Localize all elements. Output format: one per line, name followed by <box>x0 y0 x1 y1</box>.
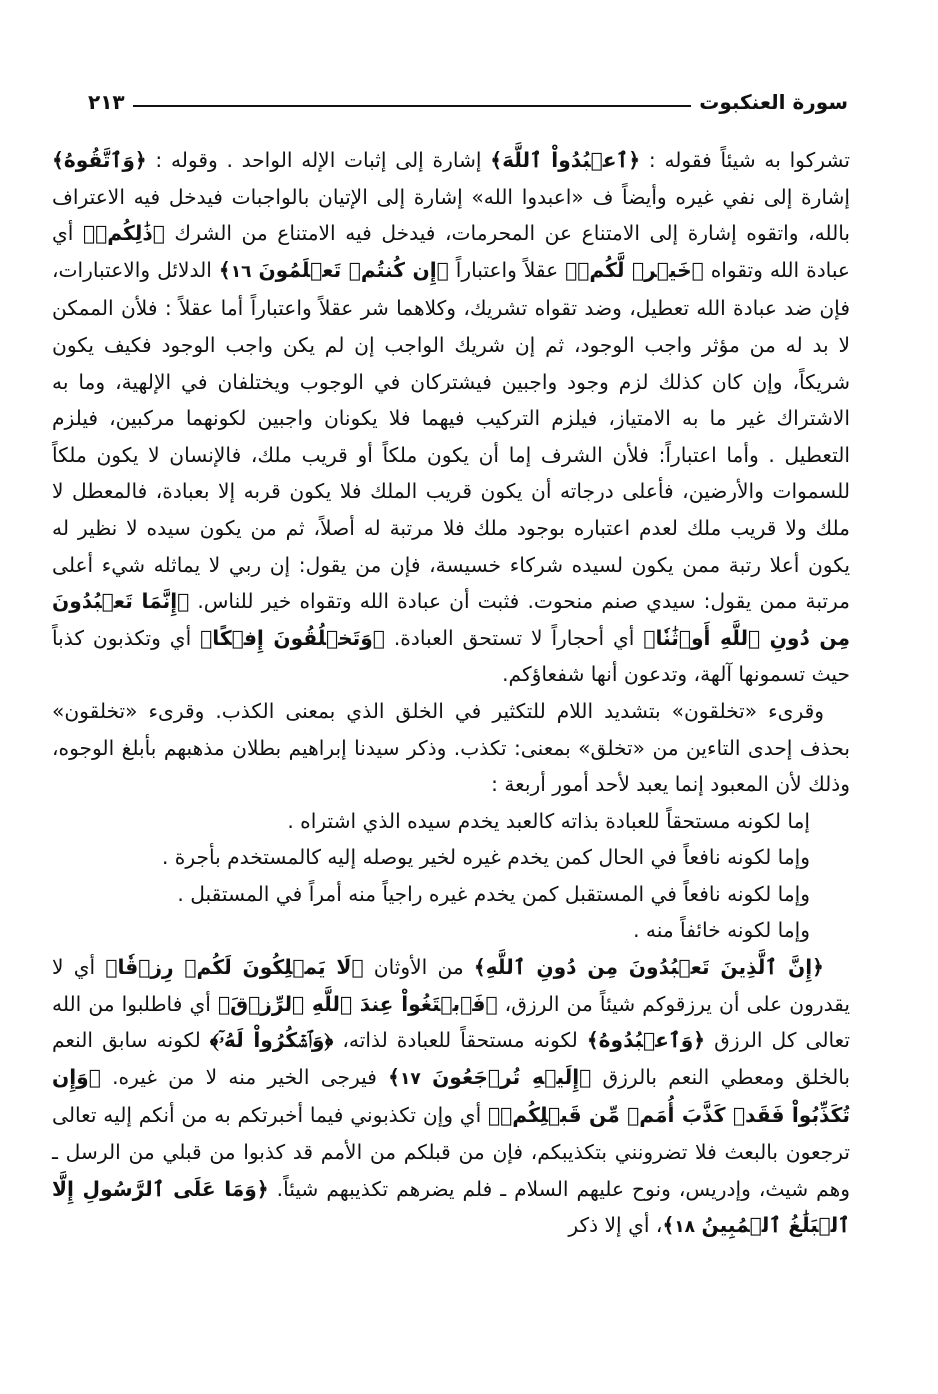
list-item: وإما لكونه نافعاً في الحال كمن يخدم غيره لخير يوصله إليه كالمستخدم بأجرة . <box>161 845 810 870</box>
page-body <box>52 142 850 1246</box>
text-run: لكونه سابق النعم بالخلق ومعطي النعم بالرزق <box>52 1028 851 1089</box>
text-run: أي فاطلبوا من الله تعالى كل الرزق <box>52 991 850 1053</box>
text-run: ، أي إلا ذكر <box>568 1213 663 1238</box>
text-run: من الأوثان <box>363 955 474 980</box>
quran-quote: ﴿إِن كُنتُمۡ تَعۡلَمُونَ <box>258 257 449 282</box>
quran-quote-end: ﴾ <box>388 1064 401 1089</box>
text-run: لكونه مستحقاً للعبادة لذاته، <box>333 1028 587 1053</box>
text-run: أي لا يقدرون على أن يرزقوكم شيئاً من الرزق، <box>52 955 850 1016</box>
quran-quote: ﴿إِلَيۡهِ تُرۡجَعُونَ <box>432 1064 592 1089</box>
text-run: أي وإن تكذبوني فيما أخبرتكم به من أنكم إليه تعالى ترجعون بالبعث فلا تضرونني بتكذيبكم، فإن من قبلكم من الأمم قد كذبوا من قبلي من الرسل ـ وهم شيث، وإدريس، ونوح عليهم السلام ـ فلم يضرهم تكذيبهم شيئاً. <box>52 1103 850 1201</box>
verse-number: ١٨ <box>674 1217 696 1238</box>
quran-quote: ﴿وَٱشۡكُرُواْ لَهُۥٓ﴾ <box>209 1028 334 1053</box>
quran-quote: ﴿إِنَّ ٱلَّذِينَ تَعۡبُدُونَ مِن دُونِ ٱللَّهِ﴾ <box>473 955 825 980</box>
quran-quote-end: ﴾ <box>218 257 231 282</box>
paragraph-2: وقرىء «تخلقون» بتشديد اللام للتكثير في الخلق الذي بمعنى الكذب. وقرىء «تخلقون» بحذف إحدى التاءين من «تخلق» بمعنى: تكذب. وذكر سيدنا إبراهيم بطلان مذهبهم بأبلغ الوجوه، وذلك لأن المعبود إنما يعبد لأحد أمور أربعة : <box>52 698 850 797</box>
text-run: إشارة إلى نفي غيره وأيضاً ف «اعبدوا الله» إشارة إلى الإتيان بالواجبات فيدخل فيه الاعتراف بالله، واتقوه إشارة إلى الامتناع عن المحرمات، فيدخل فيه الامتناع من الشرك <box>52 184 851 246</box>
quran-quote: ﴿وَمَا عَلَى ٱلرَّسُولِ إِلَّا ٱلۡبَلَٰغُ ٱلۡمُبِينُ <box>52 1176 850 1238</box>
quran-quote: ﴿وَٱعۡبُدُوهُ﴾ <box>586 1028 706 1053</box>
text-run: إشارة إلى إثبات الإله الواحد . وقوله : <box>146 148 491 172</box>
quran-quote: ﴿ذَٰلِكُمۡ﴾ <box>83 221 165 246</box>
page-header <box>88 88 848 114</box>
quran-quote: ﴿فَٱبۡتَغُواْ عِندَ ٱللَّهِ ٱلرِّزۡقَ﴾ <box>218 991 498 1016</box>
verse-number: ١٦ <box>230 261 252 282</box>
quran-quote: ﴿ٱعۡبُدُواْ ٱللَّهَ﴾ <box>490 148 641 172</box>
quran-quote: ﴿وَتَخۡلُقُونَ إِفۡكًا﴾ <box>200 625 385 650</box>
paragraph-1 <box>52 142 850 693</box>
page-number: ٢١٣ <box>88 90 125 114</box>
paragraph-3 <box>52 949 850 1246</box>
quran-quote: ﴿لَا يَمۡلِكُونَ لَكُمۡ رِزۡقٗا﴾ <box>105 955 364 980</box>
text-run: أي أحجاراً لا تستحق العبادة. <box>384 625 644 650</box>
quran-quote: ﴿خَيۡرٞ لَّكُمۡ﴾ <box>565 257 704 282</box>
text-run: عقلاً واعتباراً <box>448 257 566 282</box>
text-run: الدلائل والاعتبارات، فإن ضد عبادة الله تعطيل، وضد تقواه تشريك، وكلاهما شر عقلاً واعتباراً أما عقلاً : فلأن الممكن لا بد له من مؤثر واجب الوجود، ثم إن شريك الواجب إن لم يكن واجب الوجود فكيف يكون شريكاً، وإن كان كذلك لزم وجود واجبين فيشتركان في الوجوب ويختلفان في الإلهية، وما به الاشتراك غير ما به الامتياز، فيلزم التركيب فيهما فلا يكونان واجبين لكونهما مركبين، فيلزم التعطيل . وأما اعتباراً: فلأن الشرف إما أن يكون ملكاً أو قريب ملك، فالإنسان لا يكون ملكاً للسموات والأرضين، فأعلى درجاته أن يكون قريب الملك فلا يكون قربه إلا بعبادة، فالمعطل لا ملك ولا قريب ملك لعدم اعتباره بوجود ملك فلا مرتبة له أصلاً، ثم من يكون سيده لا نظير له يكون أعلا رتبة ممن يكون لسيده شركاء خسيسة، فإن من يقول: إن ربي لا يماثله شيء أعلى مرتبة ممن يقول: سيدي صنم منحوت. فثبت أن عبادة الله وتقواه خير للناس. <box>52 257 850 614</box>
quran-quote: ﴿وَإِن تُكَذِّبُواْ فَقَدۡ كَذَّبَ أُمَمٞ مِّن قَبۡلِكُمۡ﴾ <box>52 1064 851 1128</box>
quran-quote: ﴿وَٱتَّقُوهُ﴾ <box>52 148 147 172</box>
list-item: وإما لكونه نافعاً في المستقبل كمن يخدم غيره راجياً منه أمراً في المستقبل . <box>177 881 810 906</box>
text-run: تشركوا به شيئاً فقوله : <box>640 148 850 172</box>
quran-quote-end: ﴾ <box>662 1213 675 1238</box>
header-rule <box>133 105 692 107</box>
list-item: إما لكونه مستحقاً للعبادة بذاته كالعبد يخدم سيده الذي اشتراه . <box>287 808 810 833</box>
quran-quote: ﴿إِنَّمَا تَعۡبُدُونَ مِن دُونِ ٱللَّهِ أَوۡثَٰنٗا﴾ <box>52 589 851 650</box>
text-run: أي عبادة الله وتقواه <box>52 221 850 282</box>
text-run: فيرجى الخير منه لا من غيره. <box>100 1064 389 1089</box>
list-item: وإما لكونه خائفاً منه . <box>633 918 810 943</box>
text-run: أي وتكذبون كذباً حيث تسمونها آلهة، وتدعون أنها شفعاؤكم. <box>52 625 850 687</box>
verse-number: ١٧ <box>400 1068 421 1089</box>
surah-title: سورة العنكبوت <box>699 90 848 114</box>
